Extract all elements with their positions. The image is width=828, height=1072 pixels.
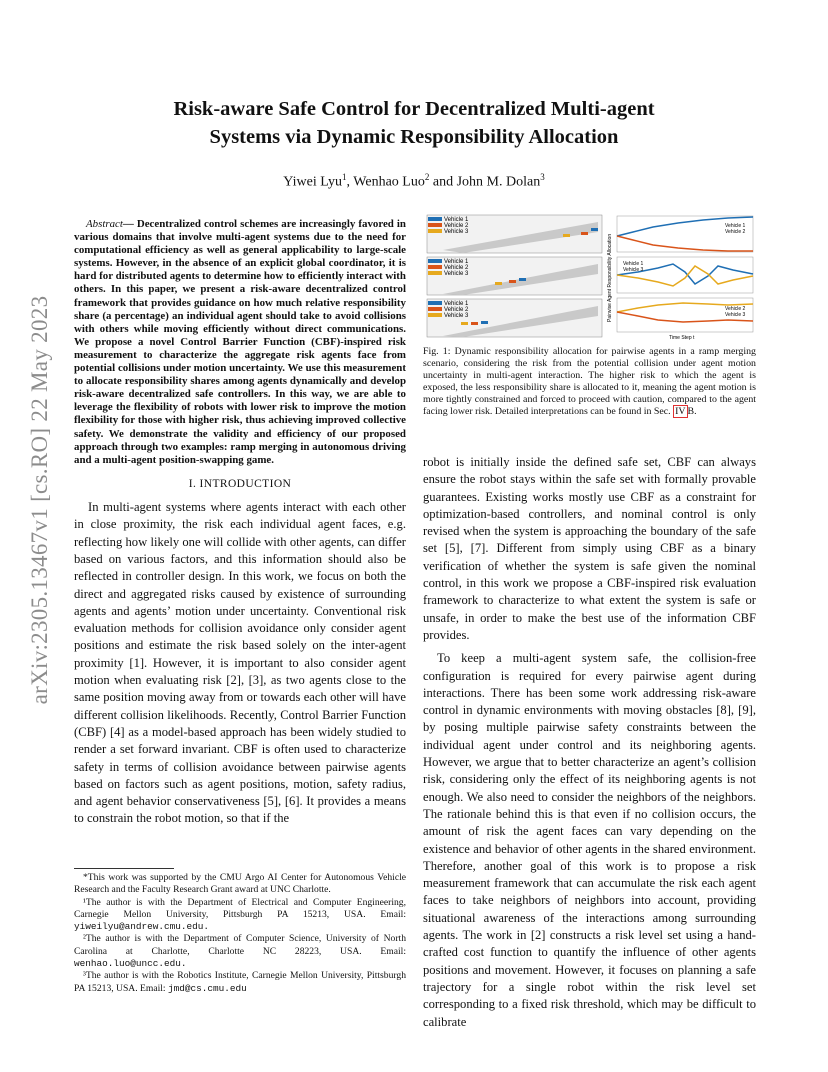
plot-bot-legend-v3: Vehicle 3 [725,312,746,318]
plot-bot-legend-v2: Vehicle 2 [725,306,746,312]
author-1-affil: 1 [342,172,347,182]
legend-label-v3: Vehicle 3 [444,229,469,235]
author-2-affil: 2 [424,172,430,182]
footnote-rule [74,868,174,869]
paper-title [90,95,738,151]
figure-block [423,212,756,419]
author-3-affil: 3 [540,172,545,182]
legend-swatch-v1 [428,217,442,221]
plot-mid-legend-v3: Vehicle 3 [623,267,644,273]
footnote-funding: *This work was supported by the CMU Argo AI Center for Autonomous Vehicle Research and the Faculty Research Grant award at UNC Charlotte. [74,872,406,896]
footnote-2 [74,933,406,970]
author-conj: and [432,174,454,190]
footnote-3-text: ³The author is with the Robotics Institute, Carnegie Mellon University, Pittsburgh PA 15213, USA. Email: [74,970,406,994]
section-heading-introduction: I. INTRODUCTION [188,477,292,490]
footnote-2-text: ²The author is with the Department of Computer Science, University of North Carolina at Charlotte, Charlotte NC 28223, USA. Email: [74,933,406,957]
author-3: John M. Dolan [456,174,541,190]
abstract [74,218,406,467]
plot-y-axis-label: Pairwise Agent Responsibility Allocation [607,233,613,322]
title-line-2: Systems via Dynamic Responsibility Allocation [209,126,619,148]
abstract-text: — Decentralized control schemes are increasingly favored in various domains that involve multi-agent systems due to the need for computational efficiency as well as general applicability to large-scale systems. However, in the absence of an explicit global coordinator, it is hard for distributed agents to determine how to efficiently interact with others. In this paper, we present a risk-aware decentralized control framework that provides guidance on how much relative responsibility share (a percentage) an individual agent should take to avoid collisions with others while moving efficiently without direct communications. We propose a novel Control Barrier Function (CBF)-inspired risk measurement to characterize the aggregate risk agents face from potential collisions under motion uncertainty. We use this measurement to allocate responsibility shares among agents dynamically and develop risk-aware decentralized safe controllers. In this way, we are able to leverage the flexibility of robots with lower risk to improve the motion flexibility for those with higher risk, thus achieving improved collective safety. We demonstrate the validity and efficiency of our proposed approach through two examples: ramp merging in autonomous driving and a multi-agent position-swapping game. [74,218,406,466]
figure-1-caption [423,346,756,419]
figure-1-graphic [423,212,756,340]
email-link-1[interactable]: yiweilyu@andrew.cmu.edu. [74,921,210,933]
legend-label-v2: Vehicle 2 [444,223,469,229]
legend-label-v1: Vehicle 1 [444,217,469,223]
right-column-text [423,454,756,1031]
legend-swatch-v3 [428,229,442,233]
intro-paragraph-1: In multi-agent systems where agents interact with each other in close proximity, the risk each individual agent faces, e.g. reflecting how likely one will collide with other agents, can differ based on various factors, and this information should also be reflected in controller design. In this work, we focus on both the direct and aggregated risks caused by existence of surrounding agents and agents’ motion under uncertainty. Conventional risk evaluation methods for collision avoidance only consider agent positions and estimate the risk based solely on the inter-agent proximity [1]. However, it is important to also consider agent motion when evaluating risk [2], [3], as two agents close to the same position moving away from or towards each other will have different collision likelihoods. Recently, Control Barrier Function (CBF) [4] as a model-based approach has been widely studied to render a set forward invariant. CBF is often used to characterize safety in terms of collision avoidance between pairwise agents based on factors such as agent positions, motion, safety radius, and agent behavior conservativeness [5], [6]. It provides a means to constrain the robot motion, so that if the [74,500,406,826]
footnote-1-text: ¹The author is with the Department of Electrical and Computer Engineering, Carnegie Mellon University, Pittsburgh PA 15213, USA. Email: [74,896,406,920]
right-paragraph-1: robot is initially inside the defined safe set, CBF can always ensure the robot stays within the safe set with formally provable guarantees. Existing works mostly use CBF as a constraint for optimization-based controllers, and nominal control is only revised when the system is approaching the boundary of the safe set [5], [7]. Different from simply using CBF as a binary verification of whether the system is safe given the nominal control, in this work we propose a CBF-inspired risk evaluation framework to characterize to what extent the system is safe or unsafe, in order to make the best use of the information CBF provides. [423,455,756,642]
footnote-1 [74,897,406,934]
legend-label-v2-b: Vehicle 2 [444,265,469,271]
author-list: Yiwei Lyu$^1$, Wenhao Luo$^2$ and John M. Dolan$^3$ [283,172,545,190]
ramp-scene-1 [427,215,602,253]
ramp-scene-3 [427,299,602,337]
legend-swatch-v2 [428,223,442,227]
legend-label-v1-b: Vehicle 1 [444,259,469,265]
email-link-2[interactable]: wenhao.luo@uncc.edu. [74,958,187,970]
author-2: Wenhao Luo [353,174,425,190]
footnotes [74,868,406,995]
plot-x-axis-label: Time Step t [669,335,695,340]
section-ref-link[interactable]: IV [675,406,686,418]
author-1: Yiwei Lyu [283,174,343,190]
caption-tail: B. [687,406,697,418]
ramp-scene-2 [427,257,602,295]
caption-text: Dynamic responsibility allocation for pairwise agents in a ramp merging scenario, considering the risk from the potential collision under agent motion uncertainty in multi-agent interaction. The higher risk to which the agent is exposed, the less responsibility share is allocated to it, meaning the agent motion is more tightly constrained and forced to proceed with caution, compared to the agent facing lower risk. Detailed interpretations can be found in Sec. [423,346,756,418]
left-column [74,218,406,828]
arxiv-stamp [27,270,52,730]
arxiv-id-text: arXiv:2305.13467v1 [cs.RO] 22 May 2023 [27,295,52,705]
figure-1 [423,212,756,340]
plot-top-legend-v2: Vehicle 2 [725,229,746,235]
legend-label-v3-b: Vehicle 3 [444,271,469,277]
plot-mid-legend-v1: Vehicle 1 [623,261,644,267]
responsibility-plots [607,216,753,340]
email-link-3[interactable]: jmd@cs.cmu.edu [168,982,247,994]
right-paragraph-2: To keep a multi-agent system safe, the collision-free configuration is required for every pairwise agent during interactions. There has been some work addressing risk-aware control in dynamic environments with moving obstacles [8], [9], by posing multiple pairwise safety constraints between the individual agent under control and its neighboring agents. However, we argue that to better characterize an agent’s collision risk, considering only the effect of its neighboring agents is not enough. We also need to consider the neighbors of the neighbors. The rationale behind this is that even if no collision occurs, the amount of risk the agent faces can vary depending on the existence and behavior of other agents in the shared environment. Therefore, another goal of this work is to propose a risk measurement framework that can accumulate the risk each agent faces to take neighbors of neighbors into account, providing situational awareness of the interactions among surrounding agents. The work in [2] constructs a risk level set using a hand-crafted cost function to quantify the influence of other agents positions and movement. However, it focuses on planning a safe trajectory for a single robot within the risk level set corresponding to a fixed risk threshold, which may be difficult to calibrate [423,651,756,1029]
plot-top-legend-v1: Vehicle 1 [725,223,746,229]
legend-label-v1-c: Vehicle 1 [444,301,469,307]
title-line-1: Risk-aware Safe Control for Decentralized Multi-agent [173,98,655,120]
legend-label-v2-c: Vehicle 2 [444,307,469,313]
abstract-label: Abstract [86,218,123,230]
footnote-3 [74,970,406,995]
caption-label: Fig. 1: [423,346,451,357]
legend-label-v3-c: Vehicle 3 [444,313,469,319]
